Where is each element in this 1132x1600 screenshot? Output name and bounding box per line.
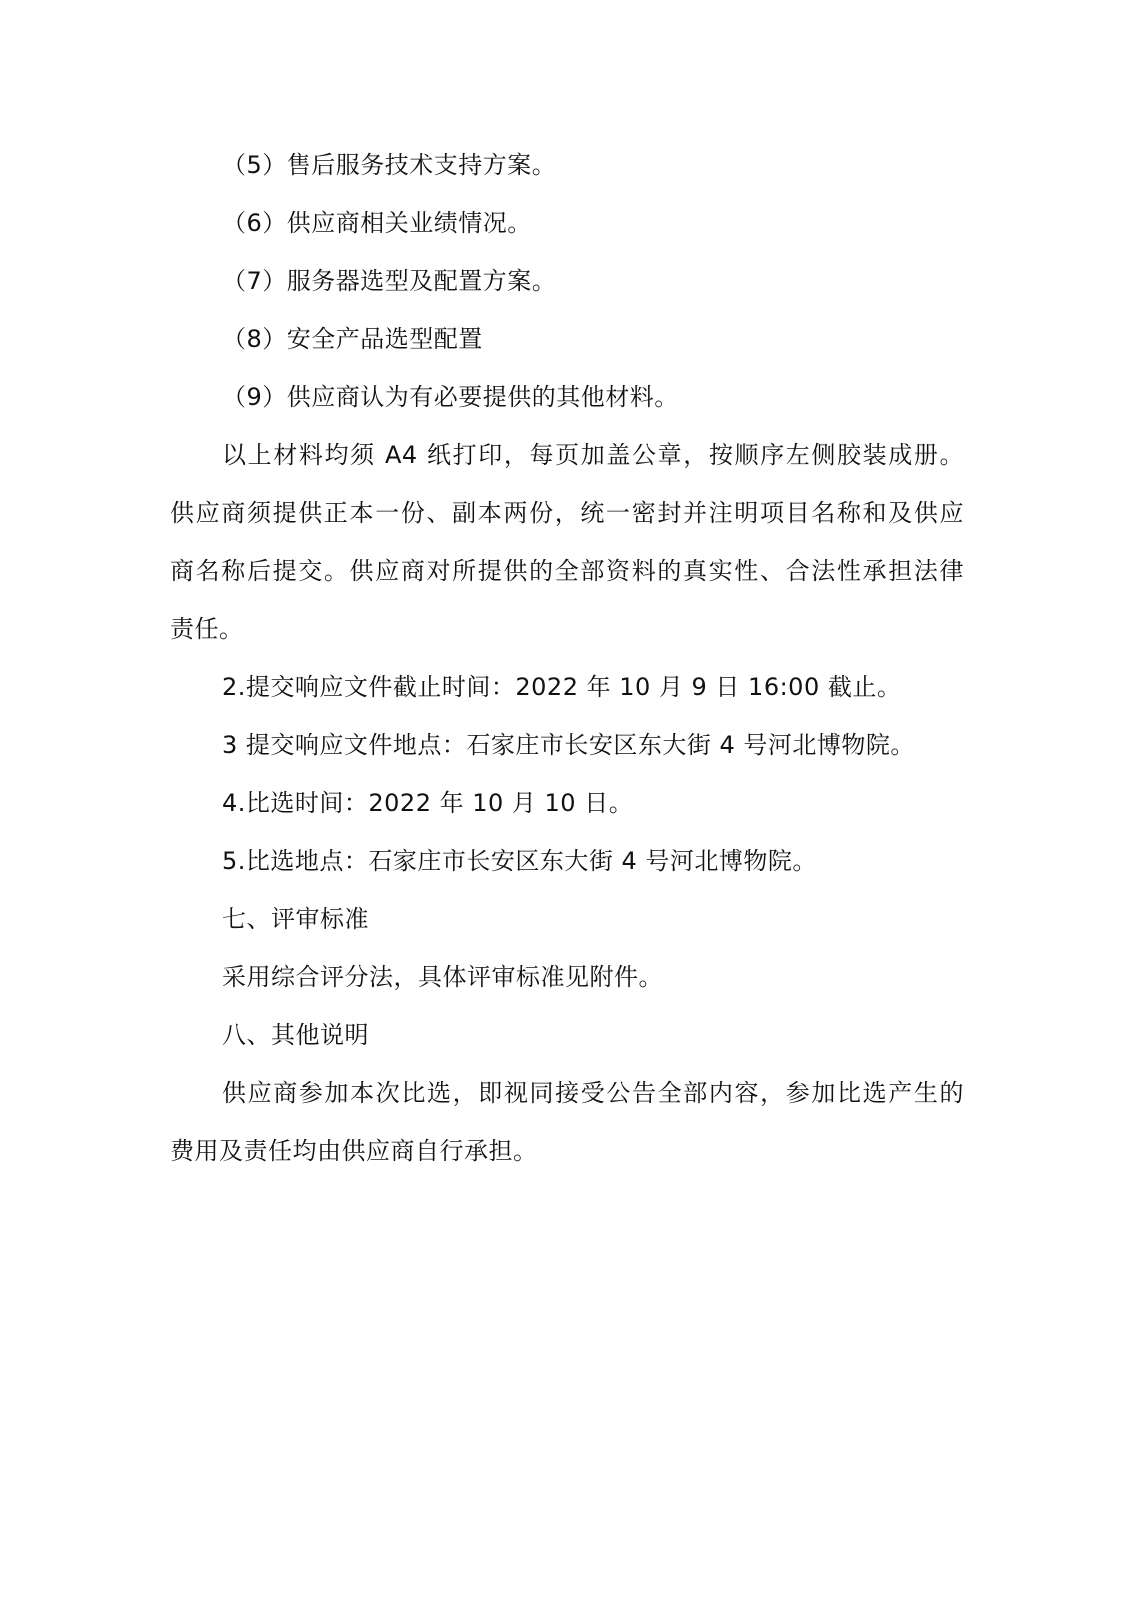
- location-text: 3 提交响应文件地点：石家庄市长安区东大街 4 号河北博物院。: [222, 731, 915, 759]
- section7-title: 七、评审标准: [222, 905, 369, 933]
- list-item: （5）售后服务技术支持方案。: [222, 151, 557, 179]
- selection-time-text: 4.比选时间：2022 年 10 月 10 日。: [222, 789, 634, 817]
- list-item: （8）安全产品选型配置: [222, 325, 483, 353]
- section8-paragraph-line: 供应商参加本次比选，即视同接受公告全部内容，参加比选产生的: [222, 1079, 964, 1107]
- section8-title: 八、其他说明: [222, 1021, 369, 1049]
- deadline-text: 2.提交响应文件截止时间：2022 年 10 月 9 日 16:00 截止。: [222, 673, 902, 701]
- selection-location-text: 5.比选地点：石家庄市长安区东大街 4 号河北博物院。: [222, 847, 817, 875]
- section7-text: 采用综合评分法，具体评审标准见附件。: [222, 963, 663, 991]
- materials-paragraph-line: 责任。: [170, 615, 244, 643]
- list-item: （7）服务器选型及配置方案。: [222, 267, 557, 295]
- section8-paragraph-line: 费用及责任均由供应商自行承担。: [170, 1137, 538, 1165]
- list-item: （9）供应商认为有必要提供的其他材料。: [222, 383, 679, 411]
- materials-paragraph-line: 商名称后提交。供应商对所提供的全部资料的真实性、合法性承担法律: [170, 557, 964, 585]
- list-item: （6）供应商相关业绩情况。: [222, 209, 532, 237]
- materials-paragraph-line: 以上材料均须 A4 纸打印，每页加盖公章，按顺序左侧胶装成册。: [222, 441, 964, 469]
- materials-paragraph-line: 供应商须提供正本一份、副本两份，统一密封并注明项目名称和及供应: [170, 499, 964, 527]
